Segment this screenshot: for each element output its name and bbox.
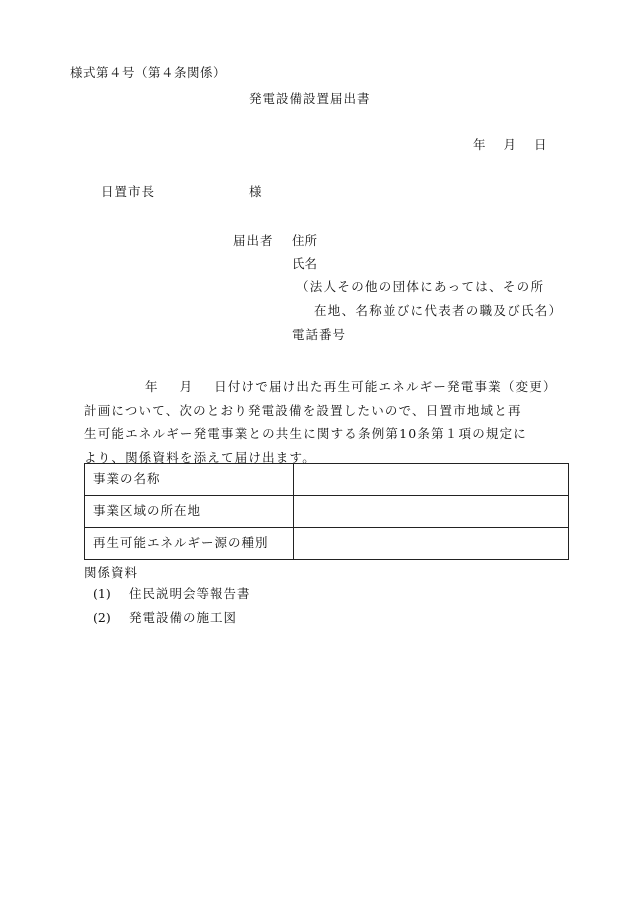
related-documents-heading: 関係資料 bbox=[84, 565, 139, 580]
document-title: 発電設備設置届出書 bbox=[249, 91, 371, 106]
table-row bbox=[85, 496, 569, 528]
phone-label: 電話番号 bbox=[292, 327, 347, 342]
corporate-note-line2: 在地、名称並びに代表者の職及び氏名） bbox=[314, 303, 563, 318]
business-name-value[interactable] bbox=[294, 464, 569, 496]
energy-source-value[interactable] bbox=[294, 528, 569, 560]
date-month-label: 月 bbox=[503, 137, 517, 152]
list-item-text: 住民説明会等報告書 bbox=[129, 586, 251, 601]
name-label: 氏名 bbox=[292, 256, 318, 271]
business-info-table bbox=[84, 463, 569, 560]
date-line bbox=[473, 139, 547, 152]
corporate-note-line1: （法人その他の団体にあっては、その所 bbox=[296, 279, 545, 294]
list-item-text: 発電設備の施工図 bbox=[129, 610, 238, 625]
notifier-label: 届出者 bbox=[233, 233, 274, 248]
date-day-label: 日 bbox=[534, 137, 547, 152]
business-area-label: 事業区域の所在地 bbox=[85, 496, 294, 528]
business-area-value[interactable] bbox=[294, 496, 569, 528]
address-label: 住所 bbox=[292, 233, 318, 248]
body-line: 生可能エネルギー発電事業との共生に関する条例第10条第１項の規定に bbox=[84, 426, 528, 441]
list-item bbox=[93, 588, 251, 601]
body-paragraph bbox=[84, 375, 570, 469]
addressee-name: 日置市長 bbox=[101, 184, 156, 199]
table-row bbox=[85, 464, 569, 496]
date-year-label: 年 bbox=[473, 137, 486, 152]
form-number: 様式第４号（第４条関係） bbox=[70, 65, 227, 80]
energy-source-label: 再生可能エネルギー源の種別 bbox=[85, 528, 294, 560]
list-item-number: (1) bbox=[93, 586, 111, 601]
list-item bbox=[93, 612, 237, 625]
table-row bbox=[85, 528, 569, 560]
addressee-honorific: 様 bbox=[249, 184, 262, 199]
list-item-number: (2) bbox=[93, 610, 111, 625]
body-line: より、関係資料を添えて届け出ます。 bbox=[84, 449, 316, 465]
body-line: 計画について、次のとおり発電設備を設置したいので、日置市地域と再 bbox=[84, 402, 522, 418]
business-name-label: 事業の名称 bbox=[85, 464, 294, 496]
body-line: 年 月 日付けで届け出た再生可能エネルギー発電事業（変更） bbox=[145, 379, 557, 394]
